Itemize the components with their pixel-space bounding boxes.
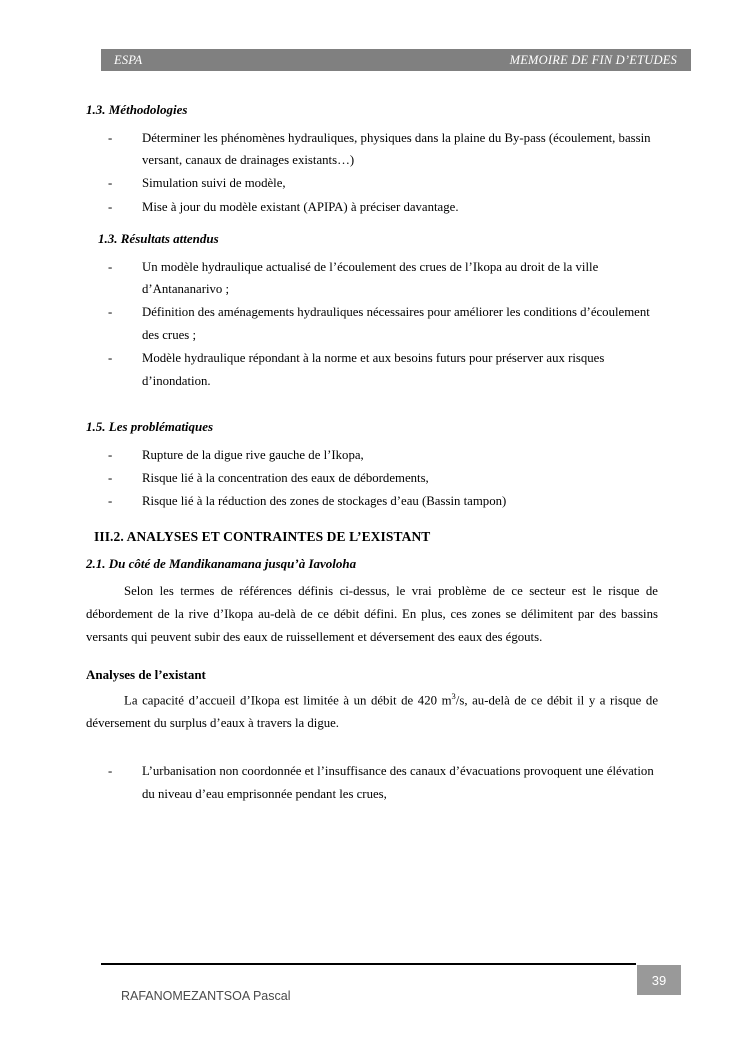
list-item	[108, 760, 658, 805]
list-item	[108, 490, 658, 512]
heading-resultats-attendus: 1.3. Résultats attendus	[98, 231, 219, 247]
list-item-text: Risque lié à la concentration des eaux de débordements,	[142, 470, 429, 485]
list-analyses-existant	[86, 760, 658, 805]
header-right-text: MEMOIRE DE FIN D’ETUDES	[509, 52, 677, 67]
list-item-text: Définition des aménagements hydrauliques nécessaires pour améliorer les conditions d’écoulement des crues ;	[142, 305, 650, 342]
list-item-text: L’urbanisation non coordonnée et l’insuffisance des canaux d’évacuations provoquent une élévation du niveau d’eau emprisonnée pendant les crues,	[142, 764, 654, 801]
list-item	[108, 172, 658, 194]
list-methodologies	[86, 127, 658, 219]
dash-bullet-icon: -	[108, 470, 113, 485]
list-item	[108, 127, 658, 172]
list-item	[108, 301, 658, 346]
dash-bullet-icon: -	[108, 351, 113, 366]
list-item	[108, 256, 658, 301]
dash-bullet-icon: -	[108, 176, 113, 191]
list-item-text: Modèle hydraulique répondant à la norme et aux besoins futurs pour préserver aux risques d’inondation.	[142, 351, 605, 388]
list-item	[108, 467, 658, 489]
list-item-text: Mise à jour du modèle existant (APIPA) à préciser davantage.	[142, 199, 459, 214]
dash-bullet-icon: -	[108, 447, 113, 462]
footer-divider	[101, 963, 636, 965]
dash-bullet-icon: -	[108, 764, 113, 779]
list-resultats-attendus	[86, 256, 658, 392]
paragraph-analyses-existant	[86, 689, 658, 735]
dash-bullet-icon: -	[108, 305, 113, 320]
list-item	[108, 347, 658, 392]
heading-problematiques: 1.5. Les problématiques	[86, 419, 214, 434]
exponent-text: 3	[451, 690, 456, 701]
section-spacer	[86, 404, 658, 418]
list-problematiques	[86, 444, 658, 513]
heading-analyses-existant: Analyses de l’existant	[86, 666, 206, 682]
section-spacer	[86, 738, 658, 760]
paragraph-part1: La capacité d’accueil d’Ikopa est limitée à un débit de 420 m	[124, 692, 452, 707]
paragraph-analyses: Selon les termes de références définis ci-dessus, le vrai problème de ce secteur est le risque de débordement de la rive d’Ikopa au-delà de ce débit défini. En plus, ces zones se délimitent par des bassins versants qui peuvent subir des eaux de ruissellement et déversement des eaux des égouts.	[86, 584, 658, 644]
heading-analyses-contraintes: III.2. ANALYSES ET CONTRAINTES DE L’EXISTANT	[94, 528, 431, 544]
list-item-text: Un modèle hydraulique actualisé de l’écoulement des crues de l’Ikopa au droit de la ville d’Antananarivo ;	[142, 259, 599, 297]
page-header	[101, 49, 691, 71]
dash-bullet-icon: -	[108, 130, 113, 145]
footer-author: RAFANOMEZANTSOA Pascal	[121, 989, 291, 1003]
list-item-text: Simulation suivi de modèle,	[142, 176, 286, 191]
heading-methodologies: 1.3. Méthodologies	[86, 102, 188, 117]
list-item-text: Rupture de la digue rive gauche de l’Ikopa,	[142, 447, 364, 462]
list-item-text: Risque lié à la réduction des zones de stockages d’eau (Bassin tampon)	[142, 494, 507, 509]
heading-mandikanamana: 2.1. Du côté de Mandikanamana jusqu’à Iavoloha	[86, 555, 357, 571]
header-left-text: ESPA	[114, 52, 143, 67]
list-item	[108, 196, 658, 218]
list-item-text: Déterminer les phénomènes hydrauliques, physiques dans la plaine du By-pass (écoulement, bassin versant, canaux de drainages existants…)	[142, 130, 651, 167]
page-number: 39	[637, 965, 681, 995]
dash-bullet-icon: -	[108, 494, 113, 509]
paragraph-part2: /s, au-delà de ce débit il y a risque de déversement du surplus d’eaux à travers la digue.	[86, 692, 658, 730]
dash-bullet-icon: -	[108, 199, 113, 214]
list-item	[108, 444, 658, 466]
dash-bullet-icon: -	[108, 259, 113, 274]
document-content	[86, 101, 658, 817]
